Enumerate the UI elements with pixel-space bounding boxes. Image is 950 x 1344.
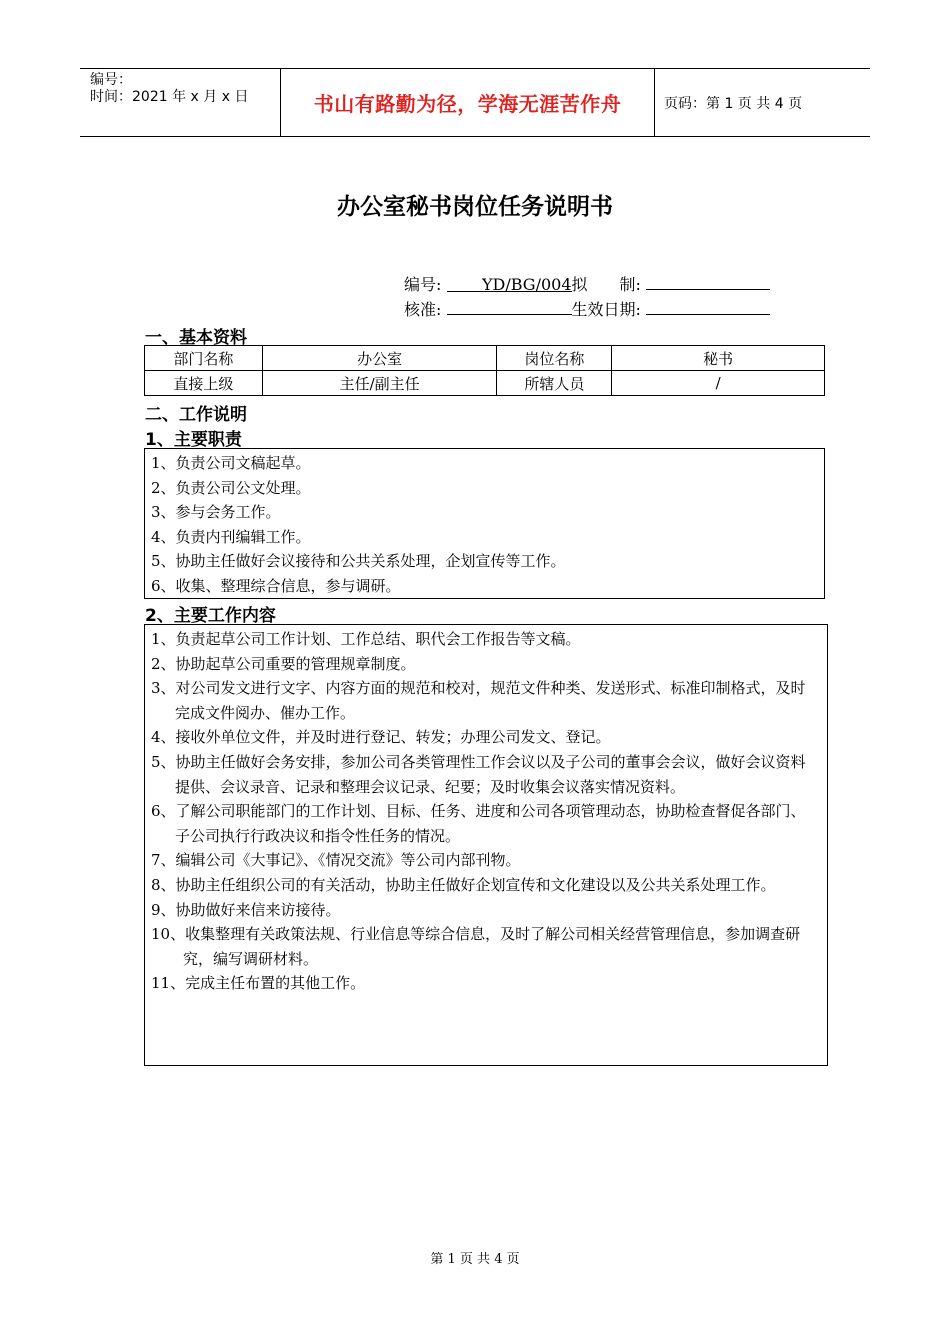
list-item: 5、协助主任做好会务安排，参加公司各类管理性工作会议以及子公司的董事会会议，做好会议资料提供、会议录音、记录和整理会议记录、纪要；及时收集会议落实情况资料。 bbox=[151, 752, 806, 796]
table-cell: 主任/副主任 bbox=[262, 371, 497, 396]
header-motto: 书山有路勤为径，学海无涯苦作舟 bbox=[281, 69, 655, 136]
list-item: 5、协助主任做好会议接待和公共关系处理，企划宣传等工作。 bbox=[151, 552, 566, 571]
effective-label: 生效日期: bbox=[571, 300, 641, 319]
work-box bbox=[144, 624, 828, 1066]
list-item: 4、接收外单位文件，并及时进行登记、转发；办理公司发文、登记。 bbox=[151, 728, 611, 747]
table-cell: 直接上级 bbox=[145, 371, 263, 396]
header-left-cell bbox=[80, 69, 281, 136]
draft-label: 拟 制: bbox=[571, 275, 641, 294]
page-footer: 第 1 页 共 4 页 bbox=[430, 1252, 520, 1267]
meta-line-2 bbox=[404, 297, 770, 321]
table-row bbox=[145, 371, 825, 396]
list-item: 7、编辑公司《大事记》、《情况交流》等公司内部刊物。 bbox=[151, 851, 521, 870]
header-number-label: 编号： bbox=[90, 72, 132, 88]
list-item: 10、收集整理有关政策法规、行业信息等综合信息，及时了解公司相关经营管理信息，参加调查研究，编写调研材料。 bbox=[151, 925, 801, 968]
header-page-info: 页码：第 1 页 共 4 页 bbox=[664, 95, 803, 112]
list-item: 3、参与会务工作。 bbox=[151, 503, 281, 522]
list-item: 6、收集、整理综合信息，参与调研。 bbox=[151, 576, 401, 595]
list-item: 1、负责起草公司工作计划、工作总结、职代会工作报告等文稿。 bbox=[151, 630, 581, 648]
list-item: 8、协助主任组织公司的有关活动，协助主任做好企划宣传和文化建设以及公共关系处理工作。 bbox=[151, 875, 776, 894]
section-work-description: 二、工作说明 bbox=[145, 405, 247, 425]
subsection-main-work: 2、主要工作内容 bbox=[145, 606, 276, 626]
effective-field bbox=[646, 297, 770, 315]
list-item: 9、协助做好来信来访接待。 bbox=[151, 900, 341, 919]
list-item: 3、对公司发文进行文字、内容方面的规范和校对，规范文件种类、发送形式、标准印制格式，及时完成文件阅办、催办工作。 bbox=[151, 679, 806, 722]
table-cell: 秘书 bbox=[612, 346, 825, 371]
draft-field bbox=[646, 272, 770, 290]
table-cell: 岗位名称 bbox=[497, 346, 612, 371]
table-cell: / bbox=[612, 371, 825, 396]
code-field bbox=[447, 274, 572, 292]
list-item: 4、负责内刊编辑工作。 bbox=[151, 527, 311, 546]
list-item: 1、负责公司文稿起草。 bbox=[151, 454, 311, 472]
table-cell: 所辖人员 bbox=[497, 371, 612, 396]
table-row bbox=[145, 346, 825, 371]
list-item: 11、完成主任布置的其他工作。 bbox=[151, 974, 366, 993]
subsection-main-duties: 1、主要职责 bbox=[145, 430, 242, 450]
duties-box bbox=[144, 448, 825, 599]
basic-info-table bbox=[144, 345, 825, 396]
page-header bbox=[80, 68, 870, 137]
table-cell: 办公室 bbox=[262, 346, 497, 371]
list-item: 6、了解公司职能部门的工作计划、目标、任务、进度和公司各项管理动态，协助检查督促各部门、子公司执行行政决议和指令性任务的情况。 bbox=[151, 802, 806, 845]
code-label: 编号: bbox=[404, 275, 442, 294]
list-item: 2、协助起草公司重要的管理规章制度。 bbox=[151, 654, 416, 673]
code-value: YD/BG/004 bbox=[481, 275, 572, 294]
approve-label: 核准: bbox=[404, 300, 442, 319]
document-title: 办公室秘书岗位任务说明书 bbox=[337, 194, 613, 220]
section-basic-info: 一、基本资料 bbox=[145, 328, 247, 348]
table-cell: 部门名称 bbox=[145, 346, 263, 371]
meta-line-1 bbox=[404, 272, 770, 296]
list-item: 2、负责公司公文处理。 bbox=[151, 478, 311, 497]
approve-field bbox=[447, 297, 572, 315]
header-time-label: 时间：2021 年 x 月 x 日 bbox=[90, 89, 249, 105]
